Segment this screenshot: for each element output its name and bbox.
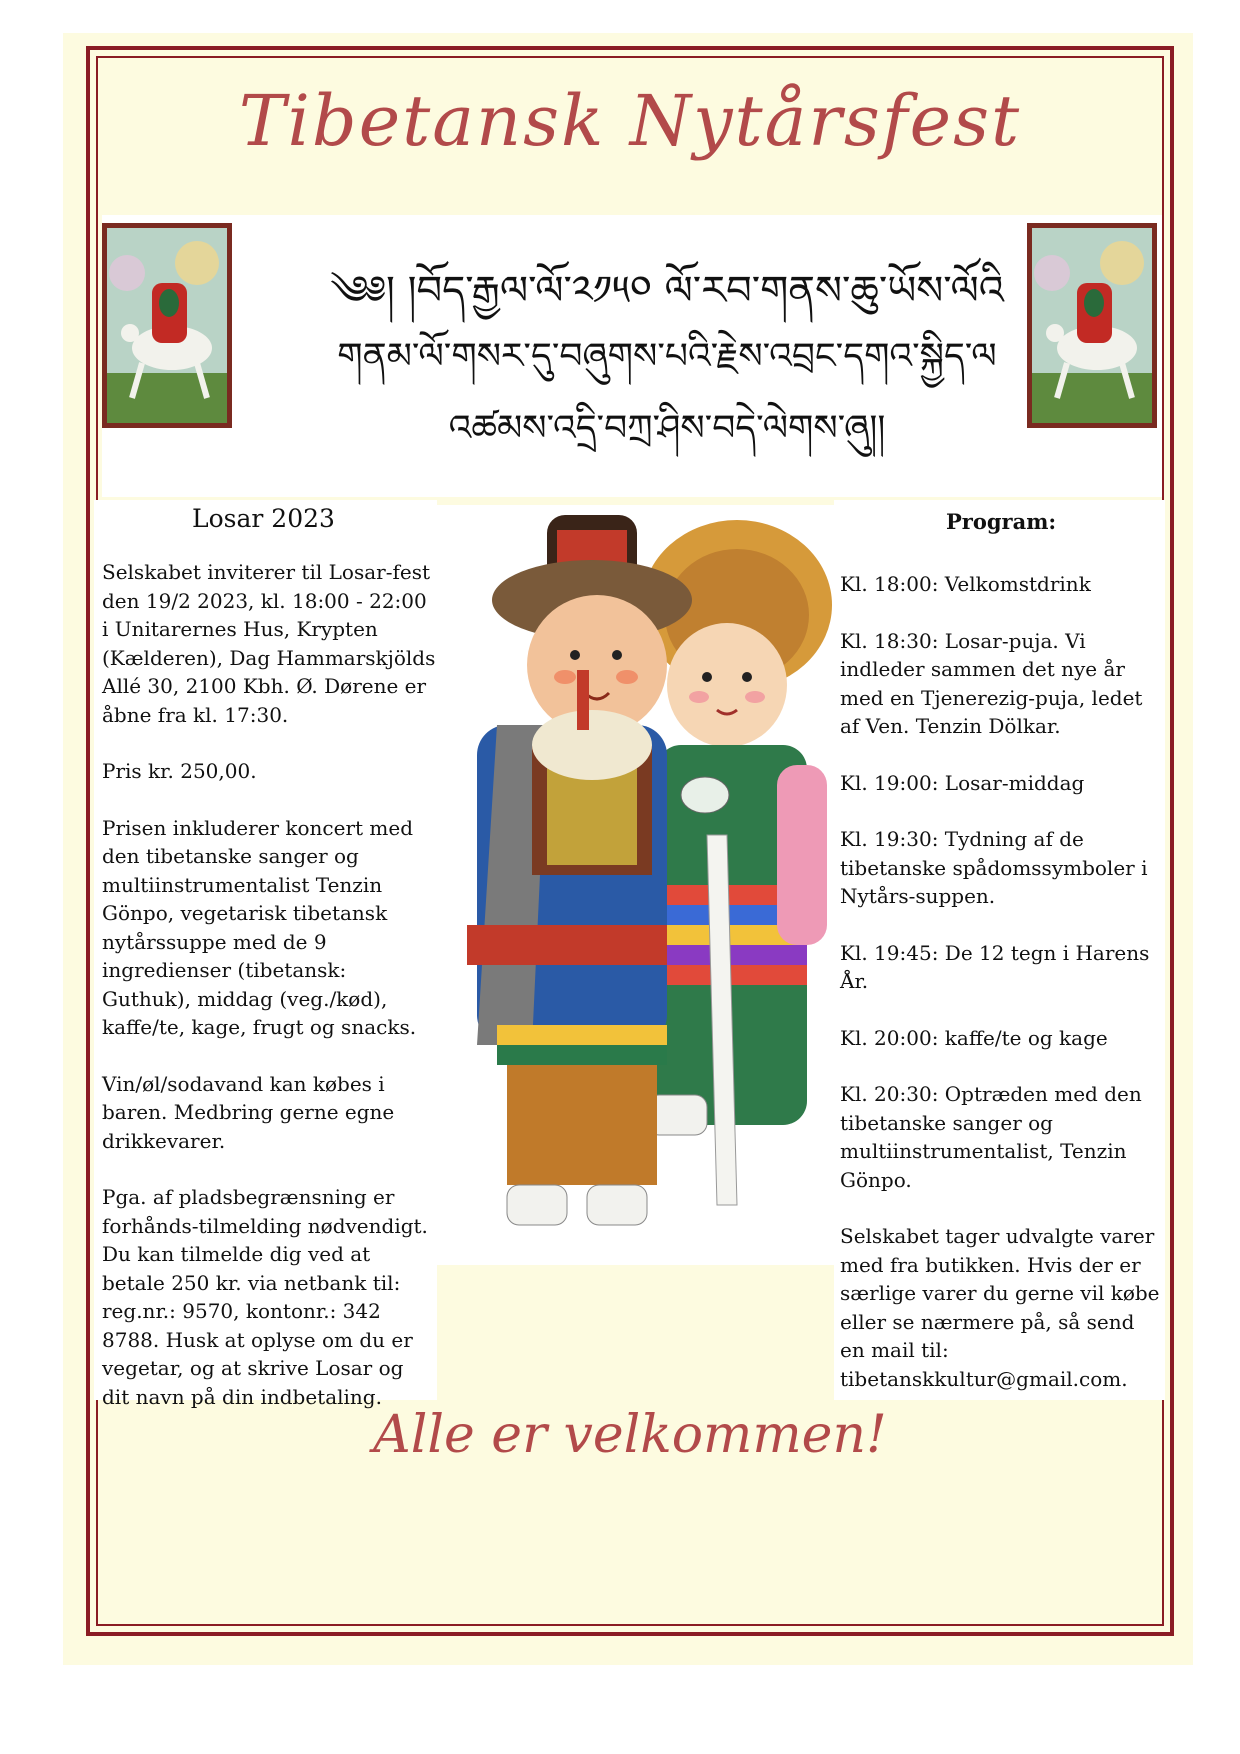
windhorse-icon (102, 223, 232, 428)
program-column (834, 500, 1165, 1400)
tibetan-line-2: གནམ་ལོ་གསར་དུ་བཞུགས་པའི་རྗེས་འབྲང་དགའ་སྐྱིད་ལ (337, 336, 997, 377)
closing-message: Alle er velkommen! (373, 1405, 887, 1465)
program-item: Kl. 19:30: Tydning af de tibetanske spådomssymboler i Nytårs-suppen. (840, 827, 1148, 908)
tibetan-line-3: འཚམས་འདྲི་བཀྲ་ཤིས་བདེ་ལེགས་ཞུ།། (448, 408, 886, 449)
program-item: Kl. 18:00: Velkomstdrink (840, 572, 1091, 596)
windhorse-painting-right (1027, 223, 1157, 428)
program-heading: Program: (946, 509, 1057, 534)
windhorse-painting-left (102, 223, 232, 428)
program-item: Kl. 20:00: kaffe/te og kage (840, 1025, 1108, 1050)
children-illustration (437, 505, 834, 1265)
event-text (102, 558, 437, 1439)
poster-title: Tibetansk Nytårsfest (238, 80, 1022, 162)
event-info-column (94, 500, 437, 1409)
program-item: Selskabet tager udvalgte varer med fra butikken. Hvis der er særlige varer du gerne vil købe eller se nærmere på, så send en mail til: tibetanskkultur@gmail.com. (840, 1224, 1160, 1391)
event-heading: Losar 2023 (192, 504, 335, 533)
program-item: Kl. 20:30: Optræden med den tibetanske sanger og multiinstrumentalist, Tenzin Gönpo. (840, 1082, 1142, 1192)
event-paragraph: Vin/øl/sodavand kan købes i baren. Medbring gerne egne drikkevarer. (102, 1071, 395, 1153)
program-list (840, 570, 1162, 1421)
tibetan-banner (102, 215, 1162, 497)
event-paragraph: Selskabet inviterer til Losar-fest den 19/2 2023, kl. 18:00 - 22:00 i Unitarernes Hus, Krypten (Kælderen), Dag Hammarskjölds Allé 30, 2100 Kbh. Ø. Dørene er åbne fra kl. 17:30. (102, 560, 436, 727)
event-paragraph: Pris kr. 250,00. (102, 759, 257, 783)
windhorse-icon (1027, 223, 1157, 428)
tibetan-line-1: ༄༅། །བོད་རྒྱལ་ལོ་༢༡༥༠ ལོ་རབ་གནས་ཆུ་ཡོས་ལོའི (330, 268, 1004, 314)
event-paragraph: Prisen inkluderer koncert med den tibetanske sanger og multiinstrumentalist Tenzin Gönpo, vegetarisk tibetansk nytårssuppe med de 9 ingredienser (tibetansk: Guthuk), middag (veg./kød), kaffe/te, kage, frugt og snacks. (102, 815, 417, 1039)
program-item: Kl. 19:45: De 12 tegn i Harens År. (840, 940, 1150, 993)
program-item: Kl. 19:00: Losar-middag (840, 770, 1085, 795)
tibetan-children-icon (437, 505, 834, 1265)
program-item: Kl. 18:30: Losar-puja. Vi indleder sammen det nye år med en Tjenerezig-puja, ledet af Ven. Tenzin Dölkar. (840, 628, 1143, 738)
event-paragraph: Pga. af pladsbegrænsning er forhånds-tilmelding nødvendigt. Du kan tilmelde dig ved at betale 250 kr. via netbank til: reg.nr.: 9570, kontonr.: 342 8788. Husk at oplyse om du er vegetar, og at skrive Losar og dit navn på din indbetaling. (102, 1185, 428, 1409)
